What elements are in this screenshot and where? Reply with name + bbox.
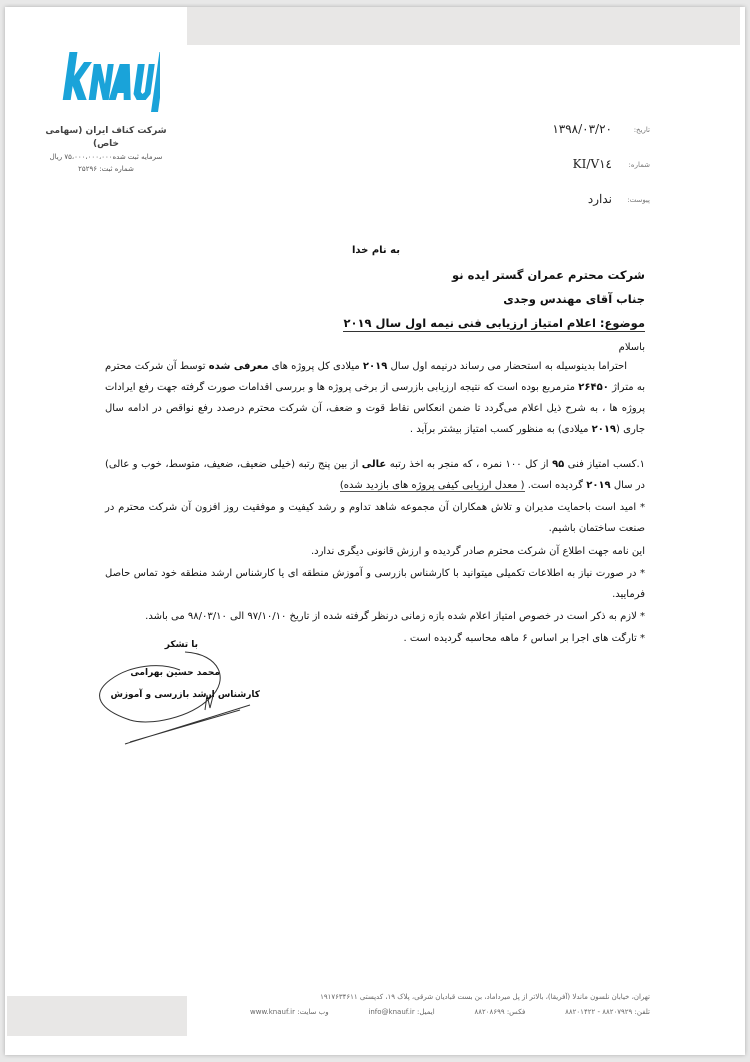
redaction-block-bottom [7,996,187,1036]
number-value: V۱٤/KI [572,157,612,171]
letterhead-footer [250,990,650,1020]
footer-website: وب سایت: www.knauf.ir [250,1008,329,1016]
signature-thanks: با تشکر [164,640,198,650]
company-capital: سرمایه ثبت شده۷۵،۰۰۰،۰۰۰،۰۰۰ ریال [49,153,163,161]
paragraph-period: * لازم به ذکر است در خصوص امتیاز اعلام شده بازه زمانی درنظر گرفته شده از تاریخ ۹۷/۱۰/۱۰ الی ۹۸/۰۳/۱۰ می باشد. [145,611,645,622]
footer-fax: فکس: ۸۸۲۰۸۶۹۹ [474,1008,526,1016]
paragraph-score [105,454,645,496]
number-label: شماره: [628,161,650,169]
bismillah-heading: به نام خدا [351,245,400,256]
company-info [36,125,176,175]
paragraph-legal-note: این نامه جهت اطلاع آن شرکت محترم صادر گردیده و ارزش قانونی دیگری ندارد. [310,546,645,557]
footer-contacts [250,1005,650,1020]
recipient-company: شرکت محترم عمران گستر ایده نو [452,268,645,282]
meta-date [530,120,650,140]
recipient-person: جناب آقای مهندس وجدی [503,292,645,306]
text-run: از کل ۱۰۰ نمره ، که منجر به اخذ رتبه [386,459,553,470]
area-value: ۲۶۴۵۰ [578,382,609,393]
company-registration: شماره ثبت: ۲۵۲۹۶ [78,165,134,173]
text-run: توسط آن شرکت محترم به متراژ [105,361,645,393]
text-run: میلادی) به منظور کسب امتیاز بیشتر برآید . [409,424,592,435]
paragraph-hope: * امید است باحمایت مدیران و تلاش همکاران آن مجموعه شاهد تداوم و رشد کیفیت و موفقیت روز افزون آن شرکت محترم در صنعت ساختمان باشیم. [105,502,645,534]
text-run: مترمربع بوده است که نتیجه ارزیابی بازرسی از برخی پروژه ها و بررسی اقدامات صورت گرفته جهت رفع ایرادات پروژه ها ، به شرح ذیل اعلام می‌گردد تا ضمن انعکاس نقاط قوت و ضعف، آن شرکت محترم درصدد رفع نواقص در ادامه سال جاری ( [105,382,645,435]
text-run: ۱.کسب امتیاز فنی [564,459,646,470]
paragraph-intro [105,356,645,440]
text-run: گردیده است. [524,480,587,491]
score-value: ۹۵ [552,459,565,470]
company-name: شرکت کناف ایران (سهامی خاص) [45,126,167,149]
date-value: ۱۳۹۸/۰۳/۲۰ [552,122,612,136]
emphasis-introduced: معرفی شده [208,361,269,372]
paragraph-contact: * در صورت نیاز به اطلاعات تکمیلی میتوانید با کارشناس بازرسی و آموزش منطقه ای یا کارشناس ارشد منطقه خود تماس حاصل فرمایید. [105,568,645,600]
text-run: از بین پنج رتبه (خیلی ضعیف، ضعیف، متوسط، خوب و عالی) در سال [105,459,645,491]
paragraph-targets: * تارگت های اجرا بر اساس ۶ ماهه محاسبه گردیده است . [403,633,645,644]
knauf-logo [60,48,160,114]
knauf-logo-icon [60,48,160,114]
subject-line [105,316,645,330]
date-label: تاریخ: [633,126,650,134]
footer-phone: تلفن: ۸۸۲۰۷۹۲۹ - ۸۸۲۰۱۴۲۲ [565,1008,650,1016]
year-value: ۲۰۱۹ [591,424,617,435]
greeting: باسلام [618,342,645,353]
signatory-name: محمد حسین بهرامی [130,668,220,678]
footer-email: ایمیل: info@knauf.ir [368,1008,435,1016]
meta-attachment [530,190,650,210]
text-run: احتراما بدینوسیله به استحضار می رساند درنیمه اول سال [387,361,628,372]
footer-address: تهران، خیابان نلسون ماندلا (آفریقا)، بالاتر از پل میرداماد، بن بست قبادیان شرقی، پلاک ۱۹، کدپستی ۱۹۱۷۶۳۴۶۱۱ [320,993,650,1001]
rank-value: عالی [361,459,387,470]
year-value: ۲۰۱۹ [362,361,388,372]
subject-text: موضوع: اعلام امتیاز ارزیابی فنی نیمه اول سال ۲۰۱۹ [343,316,645,330]
signatory-title: کارشناس ارشد بازرسی و آموزش [110,690,260,700]
text-run: میلادی کل پروژه های [268,361,363,372]
year-value: ۲۰۱۹ [586,480,611,491]
attachment-value: ندارد [587,192,612,206]
redaction-block-top [187,7,740,45]
attachment-label: پیوست: [627,196,650,204]
signature-block [90,640,260,755]
score-note: ( معدل ارزیابی کیفی پروژه های بازدید شده) [339,480,525,491]
meta-number [530,155,650,175]
